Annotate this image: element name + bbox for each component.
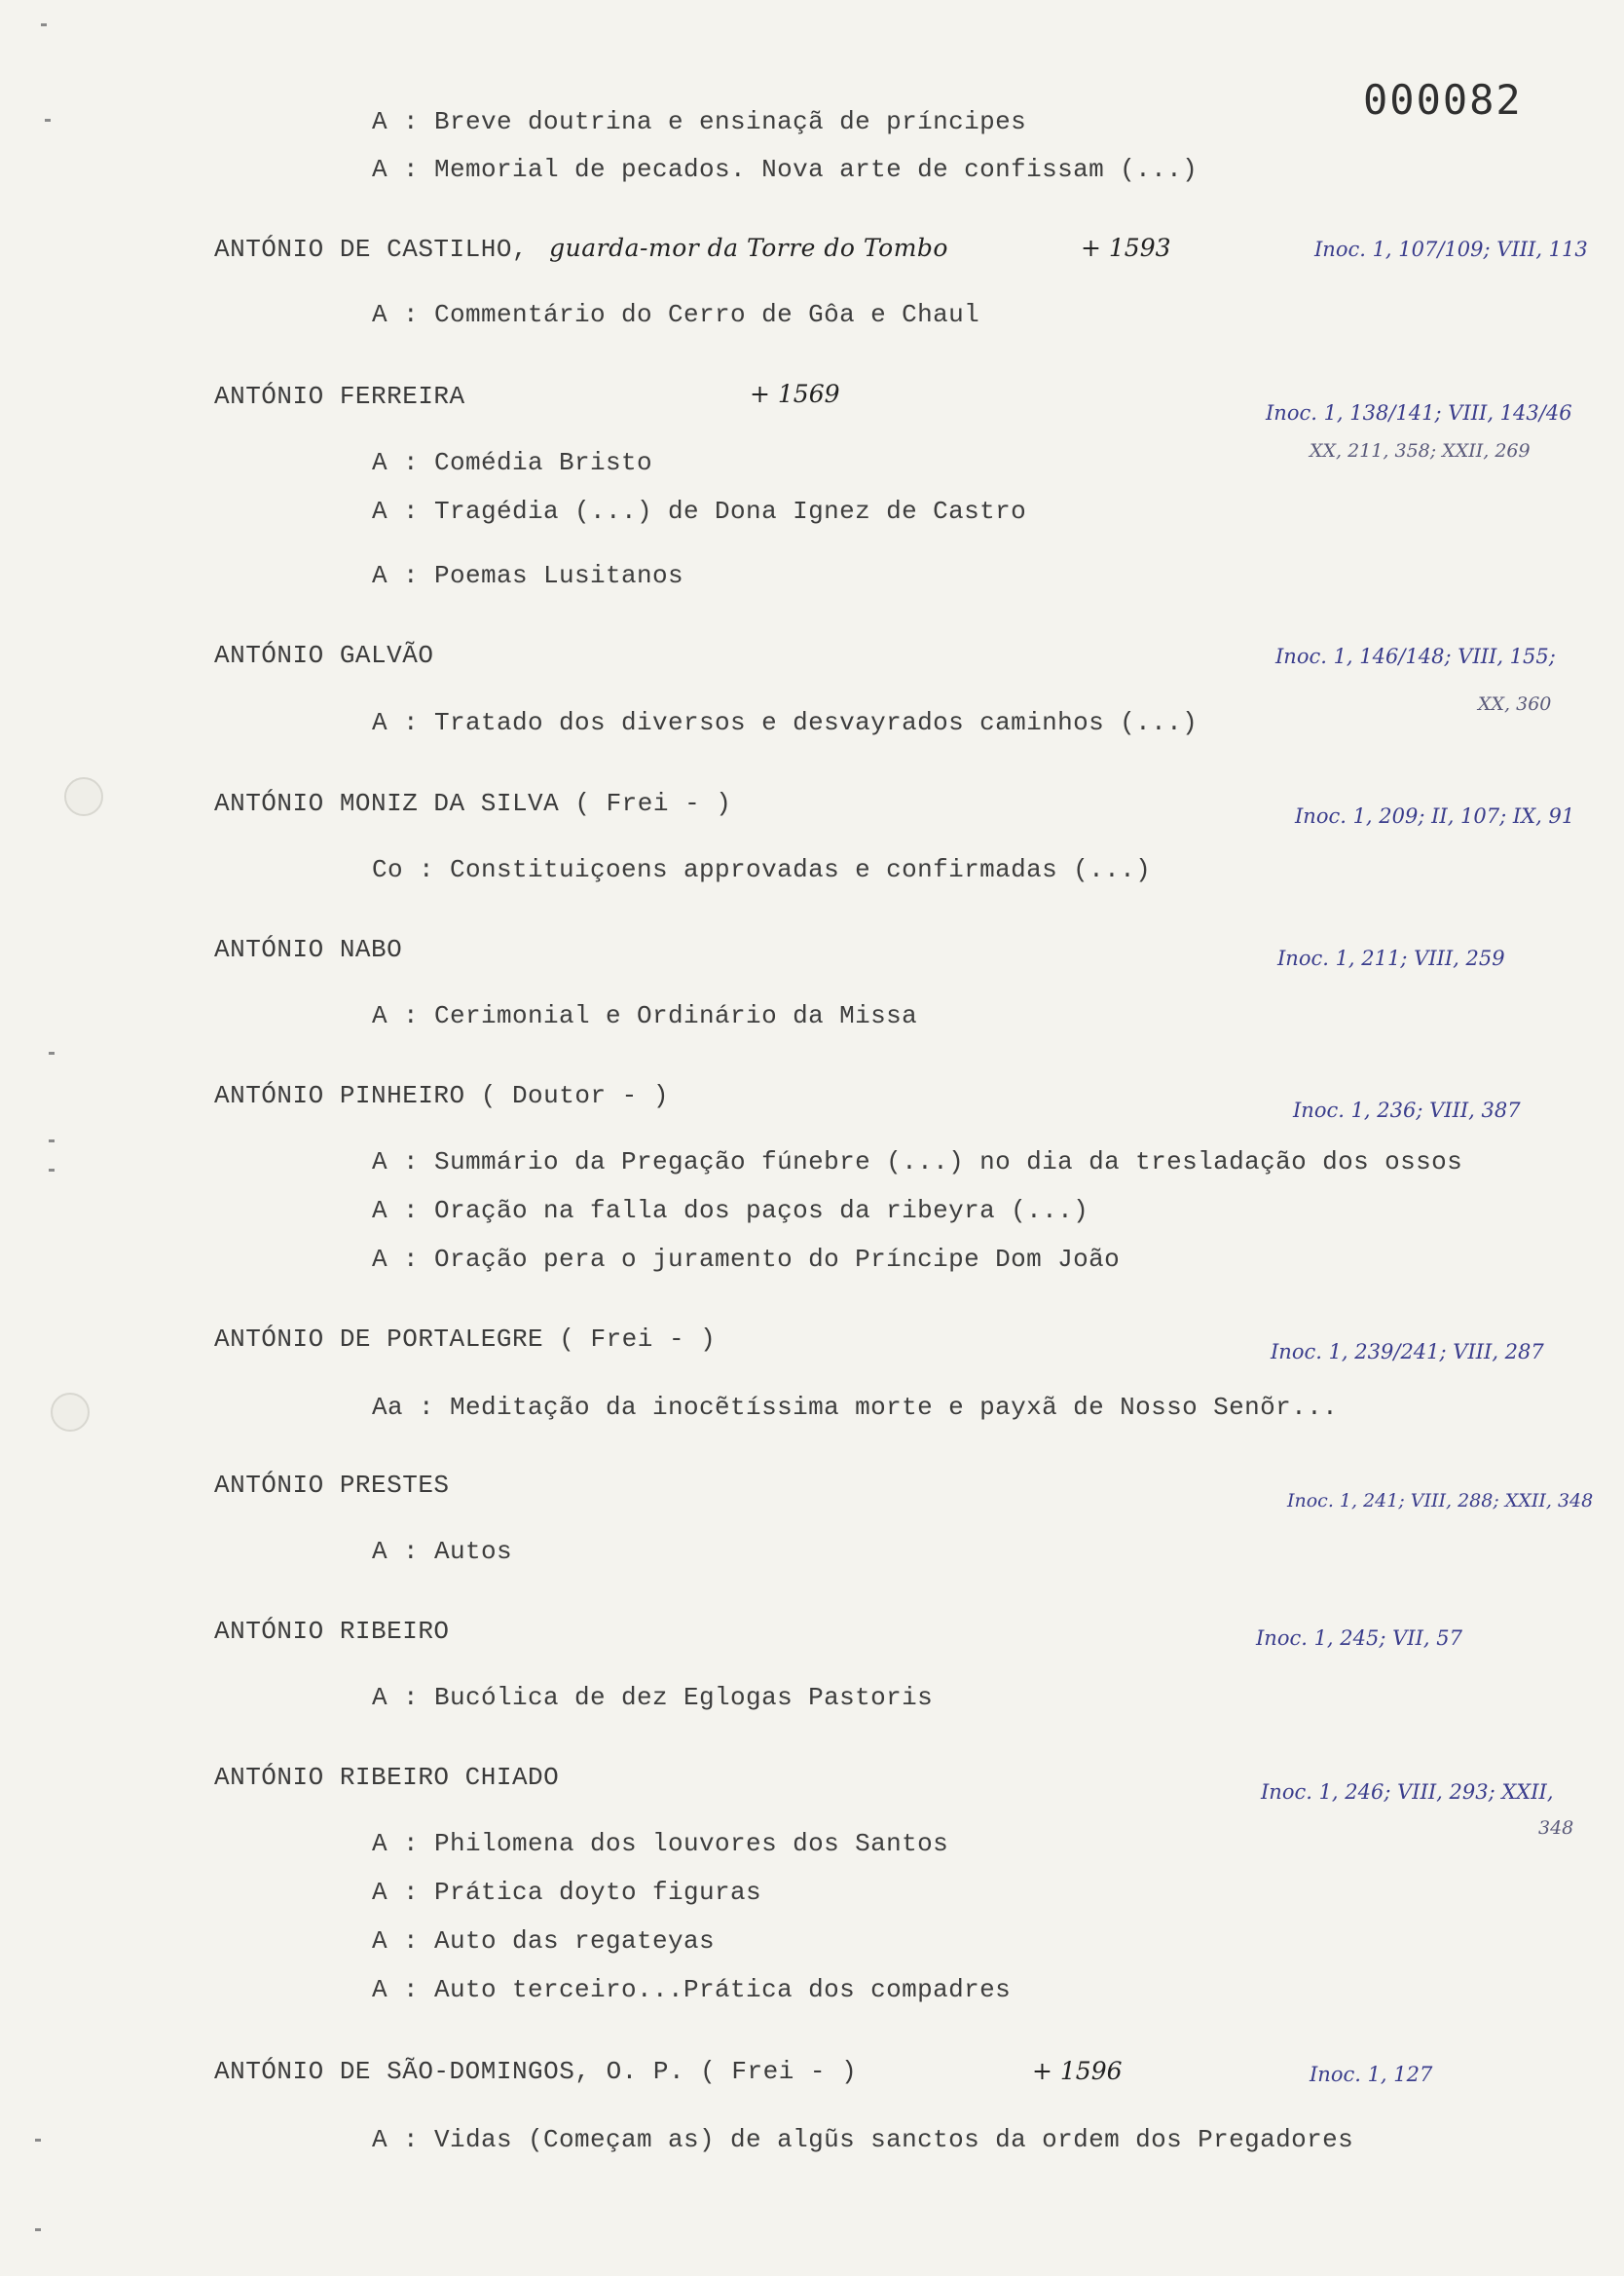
- author-name: ANTÓNIO PRESTES: [214, 1471, 450, 1500]
- reference-note: Inoc. 1, 107/109; VIII, 113: [1314, 238, 1588, 261]
- author-heading: [214, 789, 731, 818]
- author-name: ANTÓNIO DE CASTILHO,: [214, 235, 529, 264]
- author-name: ANTÓNIO RIBEIRO CHIADO: [214, 1763, 560, 1792]
- death-year: + 1569: [750, 380, 840, 408]
- work-line: A : Vidas (Começam as) de algũs sanctos da ordem dos Pregadores: [372, 2125, 1354, 2154]
- author-heading: [214, 1617, 450, 1646]
- author-heading: [214, 641, 433, 670]
- work-line: A : Tragédia (...) de Dona Ignez de Castro: [372, 497, 1027, 526]
- work-line: A : Summário da Pregação fúnebre (...) no dia da tresladação dos ossos: [372, 1147, 1463, 1176]
- author-heading: [214, 935, 402, 964]
- work-line: A : Bucólica de dez Eglogas Pastoris: [372, 1683, 934, 1712]
- page-number: 000082: [1363, 76, 1523, 124]
- author-name: ANTÓNIO GALVÃO: [214, 641, 434, 670]
- work-line: A : Philomena dos louvores dos Santos: [372, 1829, 949, 1858]
- reference-note-continued: 348: [1538, 1817, 1574, 1839]
- reference-note: Inoc. 1, 241; VIII, 288; XXII, 348: [1287, 1490, 1594, 1511]
- reference-note: Inoc. 1, 138/141; VIII, 143/46: [1266, 401, 1572, 425]
- handwritten-note: guarda-mor da Torre do Tombo: [549, 234, 948, 262]
- author-name: ANTÓNIO DE PORTALEGRE ( Frei - ): [214, 1325, 717, 1354]
- reference-note: Inoc. 1, 209; II, 107; IX, 91: [1295, 804, 1575, 828]
- author-heading: [214, 1325, 716, 1354]
- work-line: A : Auto das regateyas: [372, 1926, 716, 1956]
- reference-note: Inoc. 1, 211; VIII, 259: [1277, 947, 1505, 970]
- reference-note: Inoc. 1, 246; VIII, 293; XXII,: [1261, 1780, 1554, 1804]
- work-line: A : Breve doutrina e ensinaçã de príncipes: [372, 107, 1027, 136]
- work-line: A : Oração na falla dos paços da ribeyra (...): [372, 1196, 1089, 1225]
- reference-note-continued: XX, 211, 358; XXII, 269: [1310, 440, 1531, 462]
- author-name: ANTÓNIO FERREIRA: [214, 382, 465, 411]
- death-year: + 1593: [1081, 234, 1171, 262]
- author-name: ANTÓNIO MONIZ DA SILVA ( Frei - ): [214, 789, 732, 818]
- work-line: A : Auto terceiro...Prática dos compadres: [372, 1975, 1012, 2004]
- reference-note: Inoc. 1, 239/241; VIII, 287: [1271, 1340, 1544, 1363]
- reference-note: Inoc. 1, 245; VII, 57: [1256, 1626, 1462, 1650]
- author-heading: [214, 2057, 857, 2086]
- work-line: Co : Constituiçoens approvadas e confirmadas (...): [372, 855, 1152, 884]
- work-line: A : Prática doyto figuras: [372, 1878, 762, 1907]
- author-heading: [214, 382, 465, 411]
- author-heading: [214, 1763, 559, 1792]
- author-name: ANTÓNIO PINHEIRO ( Doutor - ): [214, 1081, 669, 1110]
- work-line: A : Autos: [372, 1537, 513, 1566]
- author-name: ANTÓNIO NABO: [214, 935, 403, 964]
- author-name: ANTÓNIO DE SÃO-DOMINGOS, O. P. ( Frei - ): [214, 2057, 858, 2086]
- reference-note-continued: XX, 360: [1478, 693, 1552, 715]
- author-heading: [214, 1081, 669, 1110]
- author-heading: [214, 234, 948, 264]
- work-line: A : Tratado dos diversos e desvayrados caminhos (...): [372, 708, 1199, 737]
- work-line: A : Comédia Bristo: [372, 448, 653, 477]
- work-line: A : Poemas Lusitanos: [372, 561, 684, 590]
- work-line: A : Oração pera o juramento do Príncipe Dom João: [372, 1245, 1121, 1274]
- reference-note: Inoc. 1, 236; VIII, 387: [1293, 1099, 1521, 1122]
- death-year: + 1596: [1032, 2057, 1123, 2085]
- author-heading: [214, 1471, 450, 1500]
- reference-note: Inoc. 1, 127: [1310, 2063, 1433, 2086]
- reference-note: Inoc. 1, 146/148; VIII, 155;: [1275, 645, 1556, 668]
- work-line: Aa : Meditação da inocẽtíssima morte e payxã de Nosso Senõr...: [372, 1393, 1339, 1422]
- work-line: A : Cerimonial e Ordinário da Missa: [372, 1001, 918, 1030]
- work-line: A : Commentário do Cerro de Gôa e Chaul: [372, 300, 980, 329]
- work-line: A : Memorial de pecados. Nova arte de confissam (...): [372, 155, 1199, 184]
- author-name: ANTÓNIO RIBEIRO: [214, 1617, 450, 1646]
